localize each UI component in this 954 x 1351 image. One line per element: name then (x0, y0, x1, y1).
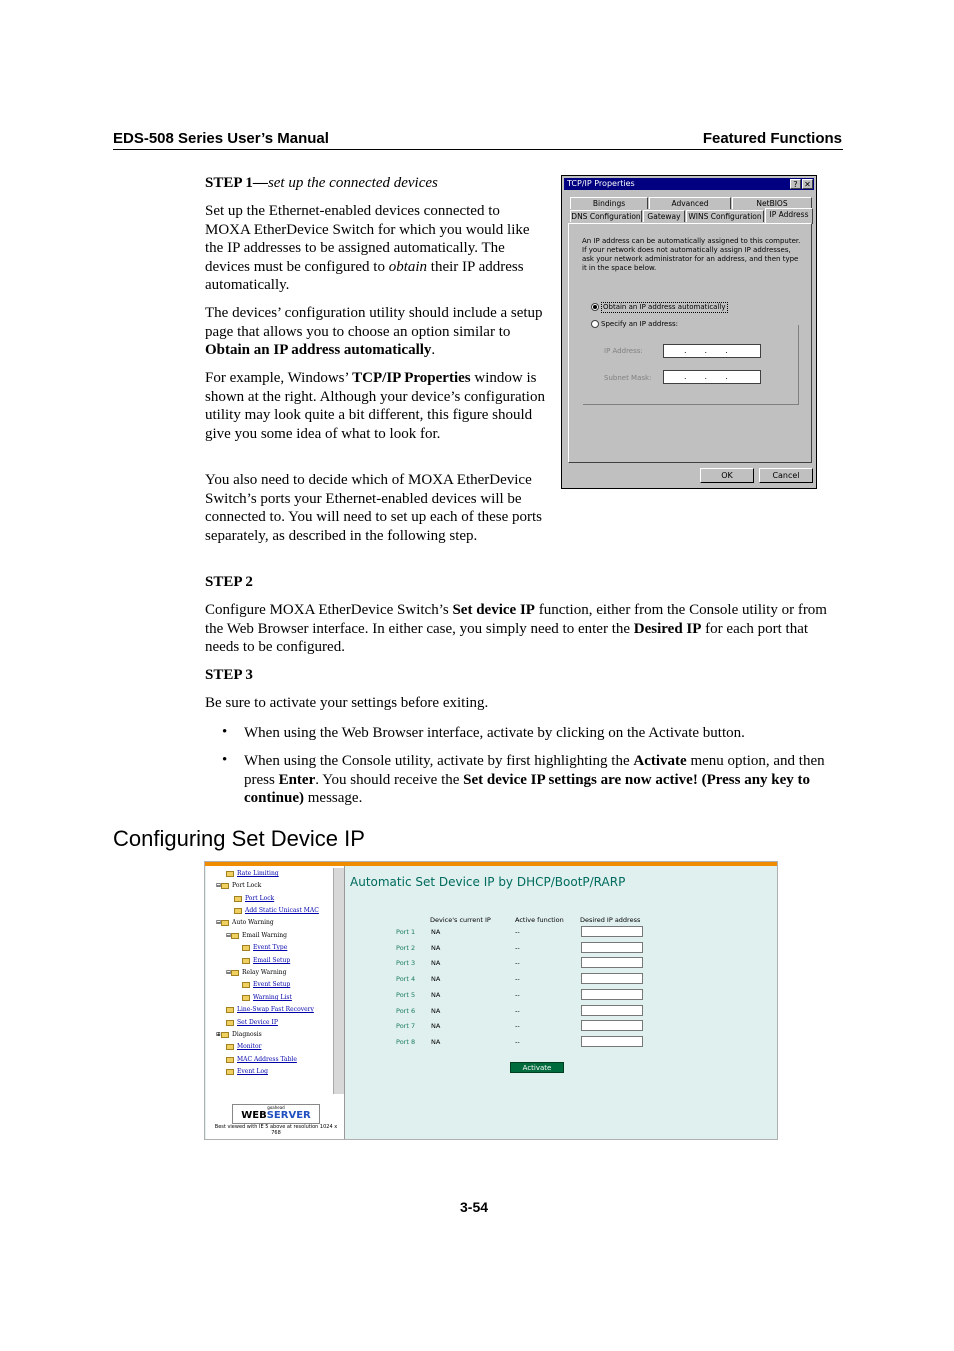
active-function-value: -- (515, 1006, 520, 1015)
navigation-tree (206, 866, 345, 1139)
header-rule (113, 149, 843, 150)
ip-address-input[interactable]: ... (663, 344, 761, 358)
port-label: Port 4 (396, 975, 416, 984)
tree-item-line-swap-fast-recovery[interactable]: Line-Swap Fast Recovery (226, 1006, 314, 1014)
active-function-value: -- (515, 928, 520, 936)
tree-item-auto-warning[interactable]: ⊟ Auto Warning (216, 919, 274, 926)
tree-item-mac-address-table[interactable]: MAC Address Table (226, 1056, 297, 1064)
tree-item-email-setup[interactable]: Email Setup (242, 957, 290, 965)
folder-icon (231, 970, 239, 976)
dialog-info-text: An IP address can be automatically assigned to this computer. If your network does not automatically assign IP addresses, ask your network administrator for an address, and then type it in the space below. (582, 237, 801, 272)
current-ip-value: NA (431, 1006, 441, 1015)
tab-advanced[interactable]: Advanced (649, 197, 731, 209)
tree-item-event-log[interactable]: Event Log (226, 1068, 268, 1076)
port-label: Port 6 (396, 1006, 416, 1015)
folder-icon (226, 1020, 234, 1026)
subnet-mask-input[interactable]: ... (663, 370, 761, 384)
active-function-value: -- (515, 975, 520, 984)
folder-icon (242, 958, 250, 964)
ok-button[interactable]: OK (700, 468, 754, 483)
close-button[interactable]: ✕ (802, 179, 813, 189)
tab-netbios[interactable]: NetBIOS (732, 197, 812, 209)
col-desired-ip: Desired IP address (580, 916, 641, 924)
col-current-ip: Device's current IP (430, 916, 491, 924)
current-ip-value: NA (431, 959, 441, 968)
step1-paragraph-1: Set up the Ethernet-enabled devices connected to MOXA EtherDevice Switch for which you would like the IP addresses to be assigned automatically. The devices must be configured to obtain their IP address automatically. (205, 203, 530, 293)
folder-icon (242, 995, 250, 1001)
chapter-title: Featured Functions (702, 130, 842, 147)
folder-icon (226, 1057, 234, 1063)
tree-item-monitor[interactable]: Monitor (226, 1043, 261, 1051)
step3-heading: STEP 3 (205, 667, 253, 683)
port-label: Port 3 (396, 959, 416, 968)
tree-item-add-static-unicast-mac[interactable]: Add Static Unicast MAC (234, 907, 319, 915)
tree-item-event-type[interactable]: Event Type (242, 944, 287, 952)
folder-icon (231, 933, 239, 939)
manual-title: EDS-508 Series User’s Manual (113, 130, 329, 147)
desired-ip-input[interactable] (581, 957, 643, 968)
step3-paragraph: Be sure to activate your settings before exiting. (205, 695, 489, 711)
tree-item-set-device-ip[interactable]: Set Device IP (226, 1019, 278, 1027)
tab-ip-address[interactable]: IP Address (765, 208, 813, 224)
active-function-value: -- (515, 959, 520, 968)
specify-ip-group (583, 325, 799, 405)
folder-icon (234, 896, 242, 902)
tree-item-event-setup[interactable]: Event Setup (242, 981, 290, 989)
active-function-value: -- (515, 990, 520, 999)
bullet-2-marker: • (222, 752, 228, 768)
cancel-button[interactable]: Cancel (759, 468, 813, 483)
folder-icon (242, 945, 250, 951)
col-active-function: Active function (515, 916, 564, 924)
dialog-title: TCP/IP Properties (567, 179, 635, 188)
port-label: Port 5 (396, 990, 416, 999)
current-ip-value: NA (431, 1022, 441, 1031)
tree-item-diagnosis[interactable]: ⊞ Diagnosis (216, 1031, 262, 1038)
bullet-1-text: When using the Web Browser interface, activate by clicking on the Activate button. (244, 725, 745, 741)
folder-icon (234, 908, 242, 914)
tree-item-email-warning[interactable]: ⊟ Email Warning (226, 932, 288, 939)
folder-icon (226, 1069, 234, 1075)
browser-note: Best viewed with IE 5 above at resolution 1024 x 768 (214, 1124, 338, 1136)
tree-item-port-lock[interactable]: Port Lock (234, 895, 274, 903)
page-number: 3-54 (460, 1199, 489, 1215)
section-title: Configuring Set Device IP (113, 826, 365, 851)
active-function-value: -- (515, 1037, 520, 1046)
radio-specify-ip-label[interactable]: Specify an IP address: (601, 320, 679, 328)
step1-paragraph-4: You also need to decide which of MOXA EtherDevice Switch’s ports your Ethernet-enabled devices will be connected to. You will need to set up each of these ports separately, as described in the following step. (205, 472, 543, 544)
tcpip-properties-dialog (561, 175, 817, 489)
desired-ip-input[interactable] (581, 942, 643, 953)
port-label: Port 7 (396, 1022, 416, 1031)
tree-scrollbar[interactable] (333, 868, 344, 1094)
tab-gateway[interactable]: Gateway (643, 210, 685, 222)
help-button[interactable]: ? (790, 179, 801, 189)
step1-heading: STEP 1—set up the connected devices (205, 175, 438, 191)
step2-paragraph: Configure MOXA EtherDevice Switch’s Set device IP function, either from the Console utility or from the Web Browser interface. In either case, you simply need to enter the Desired IP for each port that needs to be configured. (205, 602, 827, 655)
current-ip-value: NA (431, 928, 441, 936)
web-ui-screenshot (204, 861, 778, 1140)
active-function-value: -- (515, 943, 520, 952)
desired-ip-input[interactable] (581, 973, 643, 984)
goahead-webserver-logo: goahead WEBSERVER (232, 1104, 320, 1124)
tree-item-warning-list[interactable]: Warning List (242, 994, 292, 1002)
radio-obtain-auto-label[interactable]: Obtain an IP address automatically (603, 303, 726, 311)
web-page-title: Automatic Set Device IP by DHCP/BootP/RARP (350, 875, 626, 889)
tree-item-relay-warning[interactable]: ⊟ Relay Warning (226, 969, 287, 976)
desired-ip-input[interactable] (581, 926, 643, 937)
bullet-1-marker: • (222, 724, 228, 740)
activate-button[interactable]: Activate (510, 1062, 564, 1073)
port-label: Port 8 (396, 1037, 416, 1046)
port-label: Port 2 (396, 943, 416, 952)
dialog-titlebar (564, 178, 814, 190)
current-ip-value: NA (431, 990, 441, 999)
tree-item-rate-limiting[interactable]: Rate Limiting (226, 870, 279, 878)
active-function-value: -- (515, 1022, 520, 1031)
ip-address-label: IP Address: (604, 347, 643, 355)
port-label: Port 1 (396, 928, 416, 936)
folder-icon (221, 883, 229, 889)
step1-paragraph-3: For example, Windows’ TCP/IP Properties window is shown at the right. Although your device’s configuration utility may look quite a bit different, this figure should give you some idea of what to look for. (205, 370, 545, 442)
desired-ip-input[interactable] (581, 989, 643, 1000)
current-ip-value: NA (431, 975, 441, 984)
radio-obtain-auto[interactable] (591, 303, 599, 311)
folder-icon (226, 1044, 234, 1050)
tree-item-port-lock-folder[interactable]: ⊟ Port Lock (216, 882, 262, 889)
folder-icon (221, 1032, 229, 1038)
folder-icon (242, 982, 250, 988)
folder-icon (226, 871, 234, 877)
tab-bindings[interactable]: Bindings (570, 197, 648, 209)
step1-paragraph-2: The devices’ configuration utility should include a setup page that allows you to choose an option similar to Obtain an IP address automatically. (205, 305, 543, 358)
current-ip-value: NA (431, 1037, 441, 1046)
folder-icon (226, 1007, 234, 1013)
desired-ip-input[interactable] (581, 1036, 643, 1047)
desired-ip-input[interactable] (581, 1020, 643, 1031)
step2-heading: STEP 2 (205, 574, 253, 590)
tab-dns-configuration[interactable]: DNS Configuration (571, 212, 641, 221)
tab-wins-configuration[interactable]: WINS Configuration (686, 210, 764, 222)
ip-address-panel (568, 223, 812, 463)
desired-ip-input[interactable] (581, 1005, 643, 1016)
folder-icon (221, 920, 229, 926)
bullet-2-text: When using the Console utility, activate by first highlighting the Activate menu option, and then press Enter. You should receive the Set device IP settings are now active! (Press any key to continue) message. (244, 753, 825, 806)
current-ip-value: NA (431, 943, 441, 952)
subnet-mask-label: Subnet Mask: (604, 374, 652, 382)
